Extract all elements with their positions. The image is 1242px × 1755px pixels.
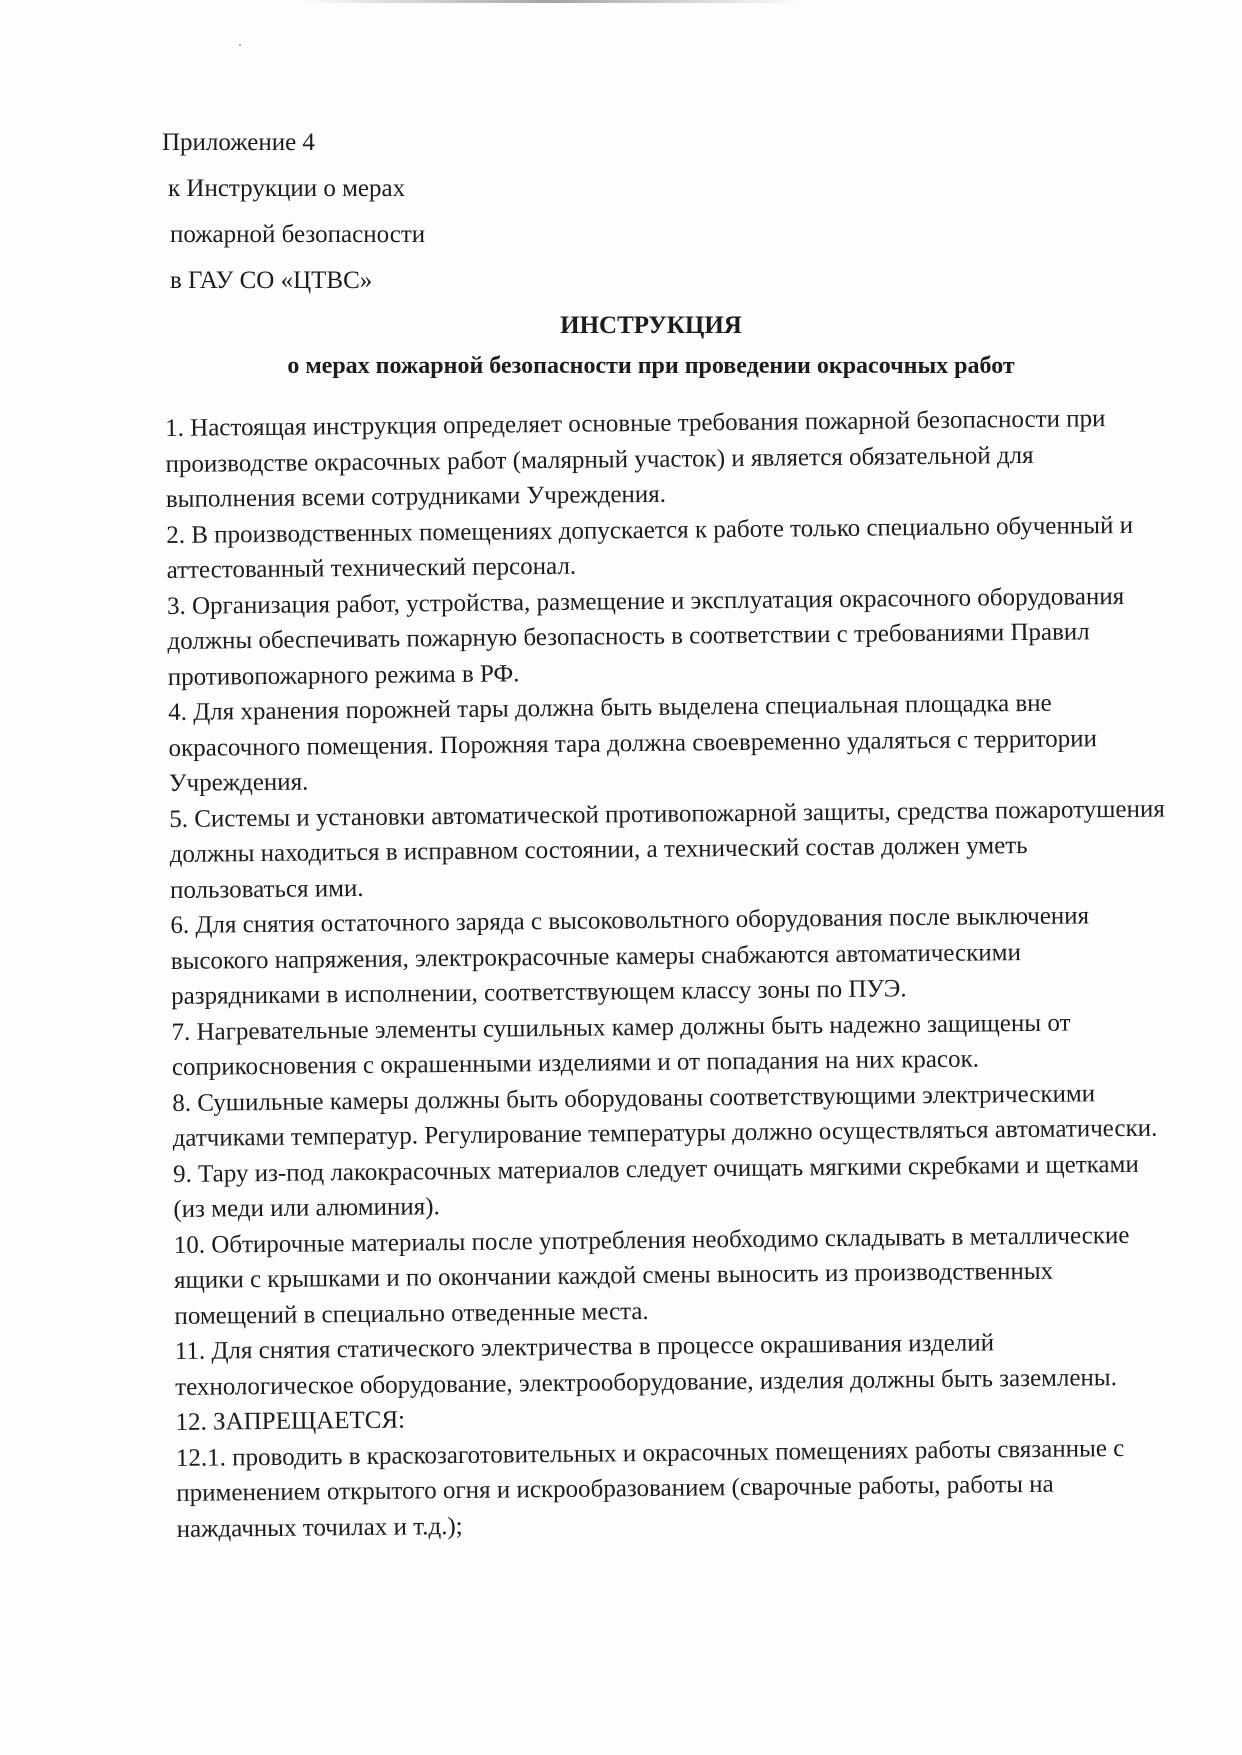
instruction-item-3: 3. Организация работ, устройства, размещение и эксплуатация окрасочного оборудования должны обеспечивать пожарную безопасность в соответствии с требованиями Правил противопожарного режима в РФ.: [166, 582, 1125, 691]
appendix-line-4: в ГАУ СО «ЦТВС»: [170, 267, 373, 294]
instruction-item-2: 2. В производственных помещениях допускается к работе только специально обученный и аттестованный технический персонал.: [166, 511, 1134, 584]
appendix-line-2: к Инструкции о мерах: [168, 175, 406, 202]
instruction-item-6: 6. Для снятия остаточного заряда с высоковольтного оборудования после выключения высокого напряжения, электрокрасочные камеры снабжаются автоматическими разрядниками в исполнении, соответствующем классу зоны по ПУЭ.: [170, 902, 1090, 1010]
instruction-item-8: 8. Сушильные камеры должны быть оборудованы соответствующими электрическими датчиками температур. Регулирование температуры должно осуществляться автоматически.: [172, 1079, 1158, 1152]
instruction-item-4: 4. Для хранения порожней тары должна быть выделена специальная площадка вне окрасочного помещения. Порожняя тара должна своевременно удаляться с территории Учреждения.: [168, 689, 1098, 797]
scan-speck: [239, 44, 241, 46]
appendix-line-3: пожарной безопасности: [170, 221, 426, 248]
document-subtitle: о мерах пожарной безопасности при проведении окрасочных работ: [287, 353, 1015, 379]
instruction-item-11: 11. Для снятия статического электричества в процессе окрашивания изделий технологическое оборудование, электрооборудование, изделия должны быть заземлены.: [174, 1329, 1118, 1401]
document-title: ИНСТРУКЦИЯ: [560, 312, 742, 339]
instruction-item-12: 12. ЗАПРЕЩАЕТСЯ:: [175, 1406, 406, 1436]
appendix-line-1: Приложение 4: [162, 129, 315, 156]
instruction-item-7: 7. Нагревательные элементы сушильных камер должны быть надежно защищены от соприкосновения с окрашенными изделиями и от попадания на них красок.: [171, 1009, 1071, 1081]
instruction-item-5: 5. Системы и установки автоматической противопожарной защиты, средства пожаротушения должны находиться в исправном состоянии, а технический состав должен уметь пользоваться ими.: [169, 795, 1165, 904]
instruction-item-12-1: 12.1. проводить в краскозаготовительных и окрасочных помещениях работы связанные с применением открытого огня и искрообразованием (сварочные работы, работы на наждачных точилах и т.д.);: [175, 1434, 1125, 1543]
instruction-body: [165, 401, 1177, 1547]
instruction-item-1: 1. Настоящая инструкция определяет основные требования пожарной безопасности при производстве окрасочных работ (малярный участок) и является обязательной для выполнения всеми сотрудниками Учреждения.: [165, 405, 1106, 513]
appendix-reference: [160, 120, 425, 304]
instruction-item-9: 9. Тару из-под лакокрасочных материалов следует очищать мягкими скребками и щетками (из меди или алюминия).: [172, 1150, 1139, 1223]
instruction-item-10: 10. Обтирочные материалы после употребления необходимо складывать в металлические ящики с крышками и по окончании каждой смены выносить из производственных помещений в специально отведенные места.: [173, 1221, 1130, 1330]
scan-edge-shadow: [300, 0, 800, 3]
